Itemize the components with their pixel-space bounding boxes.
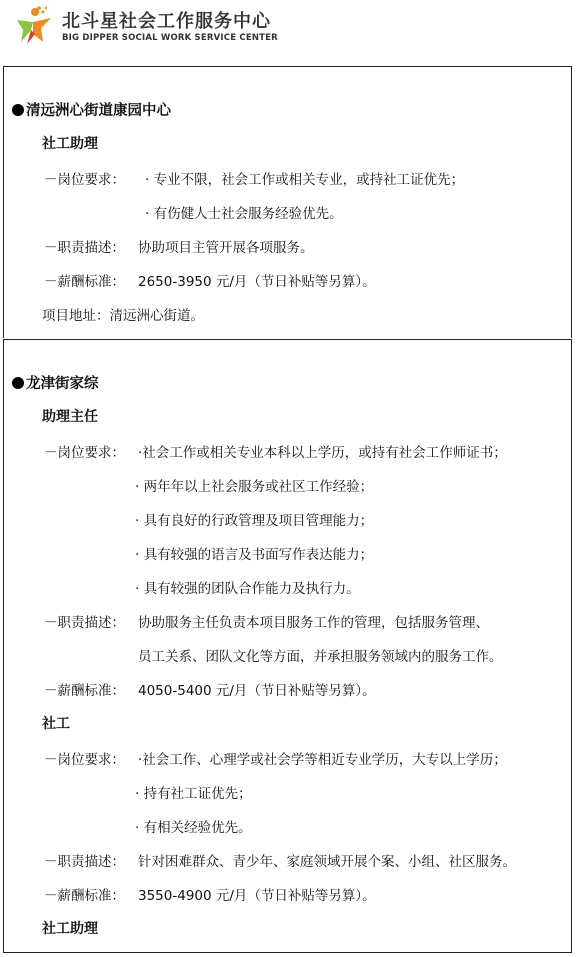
pay-label: －薪酬标准： (44, 683, 125, 699)
requirement-item: · 具有良好的行政管理及项目管理能力； (135, 513, 374, 529)
requirement-label: －岗位要求： (44, 445, 125, 461)
requirement-item: · 有相关经验优先。 (135, 820, 252, 836)
logo-text-en: BIG DIPPER SOCIAL WORK SERVICE CENTER (62, 33, 278, 43)
requirement-item: · 两年年以上社会服务或社区工作经验； (135, 479, 374, 495)
section-qingyuan (3, 66, 572, 338)
duty-label: －职责描述： (44, 854, 125, 870)
pay-text: 2650-3950 元/月（节日补贴等另算）。 (138, 274, 376, 290)
requirement-item: · 有伤健人士社会服务经验优先。 (145, 206, 343, 222)
page-header (0, 0, 576, 62)
section-title: 龙津街家综 (12, 372, 99, 393)
section-title: 清远洲心街道康园中心 (12, 99, 171, 120)
duty-text: 协助项目主管开展各项服务。 (138, 240, 314, 256)
requirement-item: · 具有较强的团队合作能力及执行力。 (135, 581, 360, 597)
bullet-icon (12, 104, 24, 116)
requirement-item: · 专业不限，社会工作或相关专业，或持社工证优先； (145, 172, 465, 188)
duty-text: 员工关系、团队文化等方面，并承担服务领域内的服务工作。 (138, 649, 503, 665)
section-longjin (3, 339, 572, 953)
requirement-item: · 持有社工证优先； (135, 786, 252, 802)
pay-label: －薪酬标准： (44, 274, 125, 290)
role-title: 社工助理 (42, 136, 98, 152)
role-title: 助理主任 (42, 409, 98, 425)
duty-text: 针对困难群众、青少年、家庭领域开展个案、小组、社区服务。 (138, 854, 516, 870)
requirement-label: －岗位要求： (44, 752, 125, 768)
project-address: 项目地址：清远洲心街道。 (42, 308, 204, 324)
requirement-item: · 具有较强的语言及书面写作表达能力； (135, 547, 374, 563)
requirement-label: －岗位要求： (44, 172, 125, 188)
duty-label: －职责描述： (44, 240, 125, 256)
pay-text: 4050-5400 元/月（节日补贴等另算）。 (138, 683, 376, 699)
logo-text-cn: 北斗星社会工作服务中心 (62, 11, 271, 32)
duty-text: 协助服务主任负责本项目服务工作的管理，包括服务管理、 (138, 615, 489, 631)
requirement-item: ·社会工作、心理学或社会学等相近专业学历，大专以上学历； (138, 752, 507, 768)
logo-icon (13, 4, 55, 46)
requirement-item: ·社会工作或相关专业本科以上学历，或持有社会工作师证书； (138, 445, 507, 461)
bullet-icon (12, 377, 24, 389)
pay-label: －薪酬标准： (44, 888, 125, 904)
role-title: 社工 (42, 716, 70, 732)
pay-text: 3550-4900 元/月（节日补贴等另算）。 (138, 888, 376, 904)
role-title: 社工助理 (42, 921, 98, 937)
duty-label: －职责描述： (44, 615, 125, 631)
